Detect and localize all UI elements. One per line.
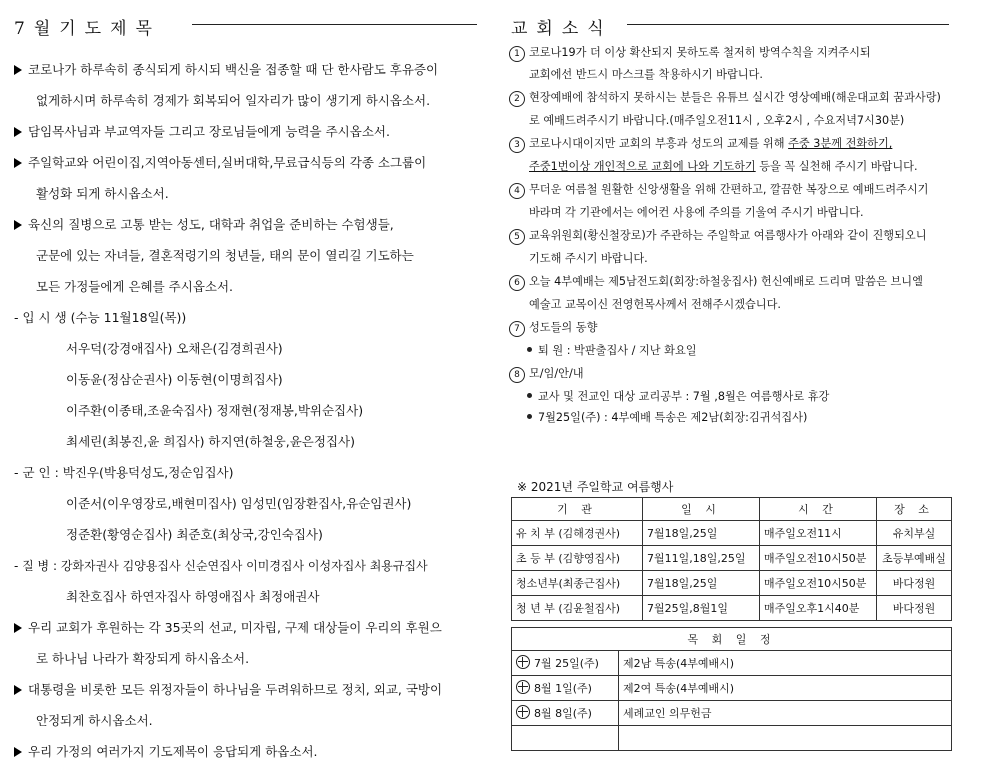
cell-date: 7월11일,18일,25일 <box>643 546 760 571</box>
sick-line: 최찬호집사 하연자집사 하영애집사 최정애권사 <box>66 589 320 604</box>
student-line: 최세린(최봉진,윤 희집사) 하지연(하철웅,윤은정집사) <box>66 434 355 449</box>
news-item-6: 6 오늘 4부예배는 제5남전도회(회장:하철웅집사) 헌신예배로 드리며 말씀은 브니엘 <box>509 274 923 291</box>
ministry-schedule-table <box>511 627 952 751</box>
soldier-line: 정준환(황영순집사) 최준호(최상국,강인숙집사) <box>66 527 323 542</box>
prayer-line: 군문에 있는 자녀들, 결혼적령기의 청년들, 태의 문이 열리길 기도하는 <box>36 248 414 263</box>
prayer-line: 안정되게 하시옵소서. <box>36 713 153 728</box>
col-header: 일 시 <box>643 498 760 521</box>
schedule-title: 목 회 일 정 <box>512 628 952 651</box>
title-rule <box>627 24 949 25</box>
news-item-7-sub: 퇴 원 : 박판출집사 / 지난 화요일 <box>509 343 697 359</box>
summer-events-table <box>511 497 952 621</box>
cell-place: 초등부예배실 <box>877 546 952 571</box>
cell-dept: 청 년 부 (김윤철집사) <box>512 596 643 621</box>
table-row <box>512 726 952 751</box>
prayer-line: 주일학교와 어린이집,지역아동센터,실버대학,무료급식등의 각종 소그룹이 <box>14 155 426 171</box>
cross-icon <box>516 655 530 669</box>
cell-time: 매주일오전10시50분 <box>760 571 877 596</box>
triangle-bullet-icon <box>14 158 22 168</box>
prayer-line: 육신의 질병으로 고통 받는 성도, 대학과 취업을 준비하는 수험생들, <box>14 217 394 233</box>
triangle-bullet-icon <box>14 220 22 230</box>
bullet-icon <box>527 414 532 419</box>
cell-date: 7월 25일(주) <box>512 651 619 676</box>
prayer-line: 없게하시며 하루속히 경제가 회복되어 일자리가 많이 생기게 하시옵소서. <box>36 93 431 108</box>
cell-place: 바다정원 <box>877 571 952 596</box>
cell-place: 바다정원 <box>877 596 952 621</box>
news-item-5: 5 교육위원회(황신철장로)가 주관하는 주일학교 여름행사가 아래와 같이 진행되오니 <box>509 228 927 245</box>
title-rule <box>192 24 477 25</box>
table-row <box>512 546 952 571</box>
prayer-line: 로 하나님 나라가 확장되게 하시옵소서. <box>36 651 250 666</box>
news-item-8: 8 모/임/안/내 <box>509 366 584 383</box>
news-item-2-cont: 로 예배드려주시기 바랍니다.(매주일오전11시 , 오후2시 , 수요저녁7시30분) <box>529 114 905 127</box>
cell-dept: 유 치 부 (김해경권사) <box>512 521 643 546</box>
student-line: 이주환(이종태,조윤숙집사) 정재현(정재봉,박위순집사) <box>66 403 364 418</box>
cross-icon <box>516 705 530 719</box>
prayer-line: 활성화 되게 하시옵소서. <box>36 186 169 201</box>
news-item-1: 1 코로나19가 더 이상 확산되지 못하도록 철저히 방역수칙을 지켜주시되 <box>509 45 871 62</box>
bullet-icon <box>527 347 532 352</box>
prayer-line: 코로나가 하루속히 종식되게 하시되 백신을 접종할 때 단 한사람도 후유증이 <box>14 62 438 78</box>
prayer-line: - 질 병 : 강화자권사 김양용집사 신순연집사 이미경집사 이성자집사 최용규집사 <box>14 559 428 573</box>
col-header: 시 간 <box>760 498 877 521</box>
prayer-line: 우리 가정의 여러가지 기도제목이 응답되게 하옵소서. <box>14 744 318 760</box>
news-item-4-cont: 바라며 각 기관에서는 에어컨 사용에 주의를 기울여 주시기 바랍니다. <box>529 206 864 219</box>
bullet-icon <box>527 393 532 398</box>
cell-date: 7월25일,8월1일 <box>643 596 760 621</box>
news-item-4: 4 무더운 여름철 원활한 신앙생활을 위해 간편하고, 깔끔한 복장으로 예배드려주시기 <box>509 182 928 199</box>
news-item-3-cont: 주중1번이상 개인적으로 교회에 나와 기도하기 등을 꼭 실천해 주시기 바랍니다. <box>529 160 918 173</box>
table-row <box>512 596 952 621</box>
cell-date: 8월 1일(주) <box>512 676 619 701</box>
table-row <box>512 676 952 701</box>
table-row <box>512 701 952 726</box>
news-item-5-cont: 기도해 주시기 바랍니다. <box>529 252 648 265</box>
soldier-line: 이준서(이우영장로,배현미집사) 임성민(임장환집사,유순임권사) <box>66 496 412 511</box>
news-item-8-sub: 7월25일(주) : 4부예배 특송은 제2남(회장:김귀석집사) <box>509 410 807 426</box>
triangle-bullet-icon <box>14 623 22 633</box>
prayer-line: 대통령을 비롯한 모든 위정자들이 하나님을 두려워하므로 정치, 외교, 국방이 <box>14 682 442 698</box>
news-item-6-cont: 예술고 교목이신 전영헌목사께서 전해주시겠습니다. <box>529 298 781 311</box>
cell-dept: 초 등 부 (김향영집사) <box>512 546 643 571</box>
cell-date: 8월 8일(주) <box>512 701 619 726</box>
news-item-1-cont: 교회에선 반드시 마스크를 착용하시기 바랍니다. <box>529 68 763 81</box>
student-line: 서우덕(강경애집사) 오채은(김경희권사) <box>66 341 283 356</box>
prayer-line: - 입 시 생 (수능 11월18일(목)) <box>14 310 187 325</box>
student-line: 이동윤(정삼순권사) 이동현(이명희집사) <box>66 372 283 387</box>
cell-time: 매주일오전11시 <box>760 521 877 546</box>
cell-place: 유치부실 <box>877 521 952 546</box>
col-header: 장 소 <box>877 498 952 521</box>
cell-empty <box>512 726 619 751</box>
news-item-8-sub: 교사 및 전교인 대상 교리공부 : 7월 ,8월은 여름행사로 휴강 <box>509 389 829 405</box>
cell-event: 세례교인 의무헌금 <box>619 701 952 726</box>
cell-date: 7월18일,25일 <box>643 571 760 596</box>
triangle-bullet-icon <box>14 65 22 75</box>
cell-date: 7월18일,25일 <box>643 521 760 546</box>
news-item-3: 3 코로나시대이지만 교회의 부흥과 성도의 교제를 위해 주중 3분께 전화하기, <box>509 136 892 153</box>
table-row <box>512 651 952 676</box>
triangle-bullet-icon <box>14 685 22 695</box>
prayer-line: - 군 인 : 박진우(박용덕성도,정순임집사) <box>14 465 234 480</box>
news-item-7: 7 성도들의 동향 <box>509 320 597 337</box>
prayer-line: 담임목사님과 부교역자들 그리고 장로님들에게 능력을 주시옵소서. <box>14 124 390 140</box>
triangle-bullet-icon <box>14 127 22 137</box>
summer-events-title: ※ 2021년 주일학교 여름행사 <box>517 480 674 494</box>
triangle-bullet-icon <box>14 747 22 757</box>
cell-time: 매주일오후1시40분 <box>760 596 877 621</box>
table-row <box>512 521 952 546</box>
schedule-header-row <box>512 628 952 651</box>
prayer-title: 7월기도제목 <box>14 19 161 39</box>
table-header-row <box>512 498 952 521</box>
prayer-line: 우리 교회가 후원하는 각 35곳의 선교, 미자립, 구제 대상들이 우리의 후원으 <box>14 620 442 636</box>
cell-event: 제2여 특송(4부예배시) <box>619 676 952 701</box>
news-item-2: 2 현장예배에 참석하지 못하시는 분들은 유튜브 실시간 영상예배(해운대교회 꿈과사랑) <box>509 90 941 107</box>
news-title: 교회소식 <box>511 19 613 39</box>
cross-icon <box>516 680 530 694</box>
cell-empty <box>619 726 952 751</box>
table-row <box>512 571 952 596</box>
cell-event: 제2남 특송(4부예배시) <box>619 651 952 676</box>
cell-time: 매주일오전10시50분 <box>760 546 877 571</box>
prayer-line: 모든 가정들에게 은혜를 주시옵소서. <box>36 279 234 294</box>
cell-dept: 청소년부(최종근집사) <box>512 571 643 596</box>
col-header: 기 관 <box>512 498 643 521</box>
